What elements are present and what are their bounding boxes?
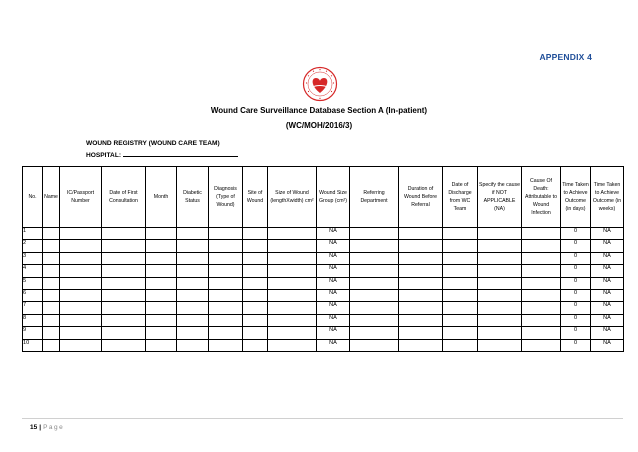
table-cell[interactable] (177, 314, 209, 326)
table-cell[interactable] (43, 327, 60, 339)
table-cell[interactable] (350, 265, 399, 277)
table-cell[interactable] (209, 277, 243, 289)
column-header: Duration of Wound Before Referral (399, 167, 443, 228)
table-cell[interactable] (268, 314, 317, 326)
table-cell[interactable] (399, 327, 443, 339)
table-cell[interactable] (177, 327, 209, 339)
table-cell[interactable] (102, 277, 146, 289)
table-cell[interactable] (443, 327, 478, 339)
table-cell[interactable] (43, 240, 60, 252)
time-weeks-cell[interactable]: NA (591, 289, 624, 301)
time-weeks-cell[interactable]: NA (591, 240, 624, 252)
wound-size-group-cell[interactable]: NA (317, 302, 350, 314)
time-weeks-cell[interactable]: NA (591, 302, 624, 314)
table-cell[interactable] (146, 277, 177, 289)
table-cell[interactable] (243, 277, 268, 289)
table-cell[interactable] (243, 327, 268, 339)
time-days-cell[interactable]: 0 (561, 252, 591, 264)
table-cell[interactable] (60, 277, 102, 289)
table-cell[interactable] (399, 228, 443, 240)
table-row (23, 277, 624, 289)
row-number-cell[interactable]: 4 (23, 265, 43, 277)
table-body (23, 228, 624, 352)
table-cell[interactable] (102, 314, 146, 326)
table-cell[interactable] (443, 289, 478, 301)
table-cell[interactable] (146, 339, 177, 351)
table-cell[interactable] (243, 240, 268, 252)
table-cell[interactable] (243, 302, 268, 314)
table-cell[interactable] (399, 265, 443, 277)
column-header: Month (146, 167, 177, 228)
column-header: Name (43, 167, 60, 228)
table-cell[interactable] (209, 314, 243, 326)
table-cell[interactable] (243, 339, 268, 351)
table-cell[interactable] (399, 240, 443, 252)
table-cell[interactable] (350, 314, 399, 326)
table-cell[interactable] (522, 265, 561, 277)
footer-divider (22, 418, 623, 419)
table-cell[interactable] (443, 252, 478, 264)
table-cell[interactable] (443, 265, 478, 277)
table-cell[interactable] (478, 228, 522, 240)
time-weeks-cell[interactable]: NA (591, 228, 624, 240)
table-cell[interactable] (268, 327, 317, 339)
table-cell[interactable] (60, 265, 102, 277)
table-cell[interactable] (60, 314, 102, 326)
wound-registry-table (22, 166, 624, 352)
row-number-cell[interactable]: 3 (23, 252, 43, 264)
wound-size-group-cell[interactable]: NA (317, 252, 350, 264)
time-days-cell[interactable]: 0 (561, 289, 591, 301)
column-header: Date of First Consultation (102, 167, 146, 228)
table-cell[interactable] (478, 240, 522, 252)
table-row (23, 252, 624, 264)
column-header: Date of Discharge from WC Team (443, 167, 478, 228)
table-row (23, 228, 624, 240)
table-cell[interactable] (43, 289, 60, 301)
table-row (23, 339, 624, 351)
table-cell[interactable] (478, 314, 522, 326)
table-cell[interactable] (522, 302, 561, 314)
table-cell[interactable] (146, 240, 177, 252)
table-cell[interactable] (43, 314, 60, 326)
row-number-cell[interactable]: 6 (23, 289, 43, 301)
table-cell[interactable] (146, 302, 177, 314)
table-cell[interactable] (60, 327, 102, 339)
table-cell[interactable] (478, 289, 522, 301)
row-number-cell[interactable]: 2 (23, 240, 43, 252)
table-cell[interactable] (399, 252, 443, 264)
table-cell[interactable] (443, 240, 478, 252)
column-header: No. (23, 167, 43, 228)
table-cell[interactable] (268, 240, 317, 252)
column-header: Cause Of Death: Attributable to Wound Infection (522, 167, 561, 228)
table-cell[interactable] (177, 228, 209, 240)
wound-size-group-cell[interactable]: NA (317, 339, 350, 351)
time-days-cell[interactable]: 0 (561, 327, 591, 339)
table-cell[interactable] (102, 339, 146, 351)
table-cell[interactable] (522, 252, 561, 264)
table-cell[interactable] (209, 339, 243, 351)
column-header: Diagnosis (Type of Wound) (209, 167, 243, 228)
table-cell[interactable] (177, 339, 209, 351)
table-cell[interactable] (60, 252, 102, 264)
hospital-blank-line[interactable] (123, 150, 238, 157)
wound-size-group-cell[interactable]: NA (317, 277, 350, 289)
table-cell[interactable] (146, 265, 177, 277)
table-cell[interactable] (146, 228, 177, 240)
table-cell[interactable] (102, 265, 146, 277)
table-cell[interactable] (522, 339, 561, 351)
form-code: (WC/MOH/2016/3) (285, 121, 353, 130)
table-cell[interactable] (350, 252, 399, 264)
wound-size-group-cell[interactable]: NA (317, 314, 350, 326)
table-cell[interactable] (522, 314, 561, 326)
table-cell[interactable] (209, 265, 243, 277)
table-cell[interactable] (268, 252, 317, 264)
table-cell[interactable] (209, 252, 243, 264)
table-cell[interactable] (60, 228, 102, 240)
table-cell[interactable] (43, 228, 60, 240)
table-cell[interactable] (478, 327, 522, 339)
table-cell[interactable] (399, 277, 443, 289)
table-cell[interactable] (43, 252, 60, 264)
hospital-field (86, 150, 238, 159)
column-header: Specify the cause if NOT APPLICABLE (NA) (478, 167, 522, 228)
table-cell[interactable] (146, 252, 177, 264)
table-cell[interactable] (478, 265, 522, 277)
page-word: Page (43, 424, 65, 431)
time-weeks-cell[interactable]: NA (591, 327, 624, 339)
table-cell[interactable] (146, 314, 177, 326)
column-header: Wound Size Group (cm²) (317, 167, 350, 228)
table-cell[interactable] (268, 265, 317, 277)
table-cell[interactable] (350, 327, 399, 339)
column-header: Time Taken to Achieve Outcome (in weeks) (591, 167, 624, 228)
table-cell[interactable] (522, 277, 561, 289)
table-row (23, 302, 624, 314)
row-number-cell[interactable]: 9 (23, 327, 43, 339)
table-cell[interactable] (102, 240, 146, 252)
table-cell[interactable] (443, 314, 478, 326)
table-cell[interactable] (243, 252, 268, 264)
page-footer (30, 424, 64, 431)
table-cell[interactable] (60, 339, 102, 351)
table-cell[interactable] (60, 240, 102, 252)
table-cell[interactable] (522, 228, 561, 240)
row-number-cell[interactable]: 7 (23, 302, 43, 314)
table-cell[interactable] (177, 289, 209, 301)
time-weeks-cell[interactable]: NA (591, 252, 624, 264)
table-cell[interactable] (350, 289, 399, 301)
column-header: Site of Wound (243, 167, 268, 228)
table-row (23, 327, 624, 339)
table-cell[interactable] (268, 228, 317, 240)
table-cell[interactable] (243, 265, 268, 277)
appendix-label: APPENDIX 4 (539, 52, 592, 62)
table-cell[interactable] (43, 339, 60, 351)
table-cell[interactable] (146, 327, 177, 339)
table-cell[interactable] (478, 252, 522, 264)
table-cell[interactable] (443, 302, 478, 314)
table-cell[interactable] (102, 289, 146, 301)
table-cell[interactable] (177, 277, 209, 289)
column-header: IC/Passport Number (60, 167, 102, 228)
row-number-cell[interactable]: 1 (23, 228, 43, 240)
hospital-label: HOSPITAL: (86, 152, 122, 159)
table-cell[interactable] (146, 289, 177, 301)
time-weeks-cell[interactable]: NA (591, 277, 624, 289)
wound-size-group-cell[interactable]: NA (317, 265, 350, 277)
table-cell[interactable] (60, 289, 102, 301)
form-title: Wound Care Surveillance Database Section A (In-patient) (210, 106, 428, 115)
table-cell[interactable] (177, 265, 209, 277)
table-cell[interactable] (243, 289, 268, 301)
column-header: Referring Department (350, 167, 399, 228)
time-weeks-cell[interactable]: NA (591, 314, 624, 326)
table-cell[interactable] (399, 289, 443, 301)
time-days-cell[interactable]: 0 (561, 277, 591, 289)
table-cell[interactable] (350, 240, 399, 252)
table-cell[interactable] (209, 289, 243, 301)
table-cell[interactable] (268, 302, 317, 314)
table-cell[interactable] (443, 277, 478, 289)
table-cell[interactable] (102, 302, 146, 314)
table-cell[interactable] (43, 302, 60, 314)
time-days-cell[interactable]: 0 (561, 265, 591, 277)
table-row (23, 289, 624, 301)
column-header: Size of Wound (lengthXwidth) cm² (268, 167, 317, 228)
table-cell[interactable] (478, 339, 522, 351)
wound-size-group-cell[interactable]: NA (317, 228, 350, 240)
time-days-cell[interactable]: 0 (561, 240, 591, 252)
table-cell[interactable] (43, 277, 60, 289)
footer-separator: | (39, 424, 42, 431)
table-cell[interactable] (243, 228, 268, 240)
column-header: Time Taken to Achieve Outcome (in days) (561, 167, 591, 228)
table-cell[interactable] (177, 252, 209, 264)
time-weeks-cell[interactable]: NA (591, 339, 624, 351)
registry-label: WOUND REGISTRY (WOUND CARE TEAM) (86, 140, 220, 147)
table-cell[interactable] (522, 289, 561, 301)
table-cell[interactable] (399, 302, 443, 314)
time-days-cell[interactable]: 0 (561, 228, 591, 240)
table-cell[interactable] (522, 240, 561, 252)
table-cell[interactable] (268, 289, 317, 301)
table-cell[interactable] (268, 277, 317, 289)
table-cell[interactable] (443, 228, 478, 240)
table-cell[interactable] (350, 302, 399, 314)
table-cell[interactable] (350, 228, 399, 240)
table-cell[interactable] (522, 327, 561, 339)
wound-size-group-cell[interactable]: NA (317, 289, 350, 301)
time-days-cell[interactable]: 0 (561, 339, 591, 351)
table-cell[interactable] (399, 339, 443, 351)
table-cell[interactable] (209, 327, 243, 339)
table-cell[interactable] (478, 302, 522, 314)
row-number-cell[interactable]: 10 (23, 339, 43, 351)
time-days-cell[interactable]: 0 (561, 314, 591, 326)
page-number: 15 (30, 424, 38, 431)
table-row (23, 240, 624, 252)
table-cell[interactable] (177, 240, 209, 252)
table-cell[interactable] (443, 339, 478, 351)
table-cell[interactable] (350, 277, 399, 289)
table-row (23, 314, 624, 326)
table-row (23, 265, 624, 277)
table-cell[interactable] (177, 302, 209, 314)
row-number-cell[interactable]: 5 (23, 277, 43, 289)
table-cell[interactable] (102, 252, 146, 264)
row-number-cell[interactable]: 8 (23, 314, 43, 326)
table-cell[interactable] (209, 228, 243, 240)
table-cell[interactable] (102, 228, 146, 240)
table-cell[interactable] (43, 265, 60, 277)
time-days-cell[interactable]: 0 (561, 302, 591, 314)
table-cell[interactable] (102, 327, 146, 339)
table-cell[interactable] (350, 339, 399, 351)
table-cell[interactable] (209, 240, 243, 252)
table-cell[interactable] (478, 277, 522, 289)
table-cell[interactable] (60, 302, 102, 314)
table-cell[interactable] (268, 339, 317, 351)
time-weeks-cell[interactable]: NA (591, 265, 624, 277)
wound-care-logo (302, 66, 338, 102)
table-cell[interactable] (399, 314, 443, 326)
column-header: Diabetic Status (177, 167, 209, 228)
table-cell[interactable] (243, 314, 268, 326)
wound-size-group-cell[interactable]: NA (317, 240, 350, 252)
table-header-row (23, 167, 624, 228)
table-cell[interactable] (209, 302, 243, 314)
wound-size-group-cell[interactable]: NA (317, 327, 350, 339)
